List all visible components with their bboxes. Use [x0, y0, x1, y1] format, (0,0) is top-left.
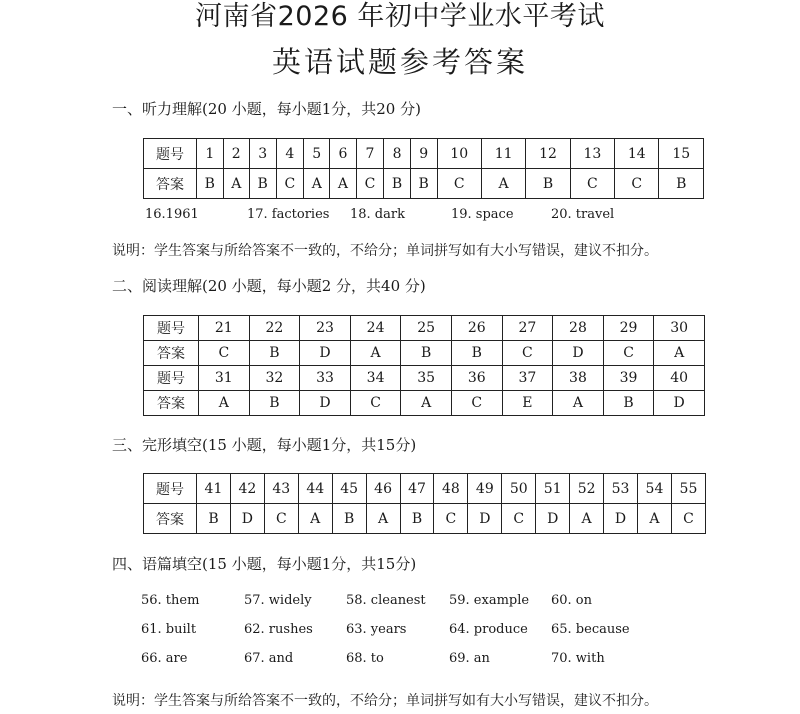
answer-cell: B [603, 391, 654, 416]
answer-cell: A [330, 169, 356, 199]
question-number: 9 [410, 139, 437, 169]
question-number: 44 [298, 474, 332, 504]
answer-cell: B [197, 504, 231, 534]
answer-cell: C [356, 169, 384, 199]
fill-answer: 58. cleanest [346, 593, 426, 608]
question-number: 36 [451, 366, 502, 391]
answer-cell: C [199, 341, 250, 366]
question-number: 34 [350, 366, 401, 391]
question-number: 3 [249, 139, 276, 169]
fill-answer: 57. widely [244, 593, 312, 608]
question-number: 14 [615, 139, 659, 169]
question-number: 30 [654, 316, 705, 341]
answer-cell: C [434, 504, 468, 534]
question-number: 54 [637, 474, 671, 504]
question-number: 33 [300, 366, 351, 391]
answer-cell: B [249, 341, 300, 366]
answer-cell: D [300, 341, 351, 366]
answer-cell: C [603, 341, 654, 366]
fill-answer: 64. produce [449, 622, 528, 637]
row-label: 答案 [144, 504, 197, 534]
fill-answer: 18. dark [350, 207, 405, 222]
question-number: 39 [603, 366, 654, 391]
answer-cell: A [481, 169, 525, 199]
section-heading-passage-fill: 四、语篇填空(15 小题，每小题1分，共15分) [112, 555, 417, 573]
question-number: 1 [197, 139, 224, 169]
answer-cell: C [671, 504, 705, 534]
fill-answer: 66. are [141, 651, 188, 666]
answer-cell: C [437, 169, 481, 199]
question-number: 5 [304, 139, 330, 169]
question-number: 53 [604, 474, 638, 504]
question-number: 8 [384, 139, 411, 169]
question-number: 4 [276, 139, 304, 169]
question-number: 43 [264, 474, 298, 504]
question-number: 26 [451, 316, 502, 341]
fill-answer: 69. an [449, 651, 490, 666]
fill-answer: 67. and [244, 651, 294, 666]
question-number: 6 [330, 139, 356, 169]
row-label: 答案 [144, 169, 197, 199]
answer-cell: C [502, 504, 536, 534]
answer-cell: D [553, 341, 604, 366]
fill-answer: 20. travel [551, 207, 615, 222]
table-row [144, 391, 705, 416]
fill-answer: 70. with [551, 651, 605, 666]
answer-cell: D [230, 504, 264, 534]
fill-answer: 17. factories [247, 207, 330, 222]
answer-cell: C [276, 169, 304, 199]
table-row [144, 504, 706, 534]
answer-cell: B [659, 169, 704, 199]
question-number: 31 [199, 366, 250, 391]
answer-cell: A [654, 341, 705, 366]
row-label: 题号 [144, 139, 197, 169]
question-number: 42 [230, 474, 264, 504]
fill-answer: 16.1961 [145, 207, 199, 222]
question-number: 51 [536, 474, 570, 504]
table-row [144, 316, 705, 341]
answer-cell: A [570, 504, 604, 534]
question-number: 27 [502, 316, 553, 341]
fill-answer: 62. rushes [244, 622, 313, 637]
answer-cell: A [298, 504, 332, 534]
answer-cell: B [526, 169, 570, 199]
answer-cell: D [536, 504, 570, 534]
answer-cell: A [637, 504, 671, 534]
row-label: 题号 [144, 366, 199, 391]
answer-cell: D [654, 391, 705, 416]
table-row [144, 341, 705, 366]
section-heading-listening: 一、听力理解(20 小题，每小题1分，共20 分) [112, 100, 421, 118]
table-row [144, 366, 705, 391]
answer-cell: A [199, 391, 250, 416]
fill-answer: 60. on [551, 593, 593, 608]
answer-cell: B [401, 341, 452, 366]
document-title: 河南省2026 年初中学业水平考试 [195, 1, 605, 32]
question-number: 7 [356, 139, 384, 169]
answer-cell: C [451, 391, 502, 416]
answer-cell: B [400, 504, 434, 534]
question-number: 10 [437, 139, 481, 169]
answer-cell: B [249, 169, 276, 199]
question-number: 32 [249, 366, 300, 391]
row-label: 答案 [144, 391, 199, 416]
table-row [144, 139, 704, 169]
answer-cell: A [304, 169, 330, 199]
question-number: 46 [366, 474, 400, 504]
question-number: 24 [350, 316, 401, 341]
question-number: 15 [659, 139, 704, 169]
question-number: 22 [249, 316, 300, 341]
fill-answer: 56. them [141, 593, 200, 608]
section-heading-reading: 二、阅读理解(20 小题，每小题2 分，共40 分) [112, 277, 426, 295]
answer-cell: A [401, 391, 452, 416]
answer-cell: C [264, 504, 298, 534]
fill-answer: 61. built [141, 622, 197, 637]
question-number: 48 [434, 474, 468, 504]
question-number: 23 [300, 316, 351, 341]
table-row [144, 474, 706, 504]
answer-cell: D [300, 391, 351, 416]
answer-cell: A [366, 504, 400, 534]
grading-note: 说明：学生答案与所给答案不一致的，不给分；单词拼写如有大小写错误，建议不扣分。 [112, 693, 658, 709]
question-number: 28 [553, 316, 604, 341]
answer-cell: C [615, 169, 659, 199]
answer-cell: D [604, 504, 638, 534]
question-number: 37 [502, 366, 553, 391]
answer-cell: A [553, 391, 604, 416]
question-number: 41 [197, 474, 231, 504]
question-number: 11 [481, 139, 525, 169]
answer-cell: B [332, 504, 366, 534]
fill-answer: 68. to [346, 651, 384, 666]
answer-cell: B [197, 169, 224, 199]
fill-answer: 19. space [451, 207, 514, 222]
answer-cell: B [451, 341, 502, 366]
question-number: 25 [401, 316, 452, 341]
answer-cell: A [350, 341, 401, 366]
answer-cell: B [384, 169, 411, 199]
reading-answer-table [143, 315, 705, 416]
question-number: 52 [570, 474, 604, 504]
question-number: 40 [654, 366, 705, 391]
answer-cell: D [468, 504, 502, 534]
answer-cell: C [502, 341, 553, 366]
fill-answer: 63. years [346, 622, 407, 637]
table-row [144, 169, 704, 199]
listening-answer-table [143, 138, 704, 199]
question-number: 45 [332, 474, 366, 504]
section-heading-cloze: 三、完形填空(15 小题，每小题1分，共15分) [112, 436, 417, 454]
cloze-answer-table [143, 473, 706, 534]
question-number: 38 [553, 366, 604, 391]
grading-note: 说明：学生答案与所给答案不一致的，不给分；单词拼写如有大小写错误，建议不扣分。 [112, 243, 658, 259]
row-label: 答案 [144, 341, 199, 366]
answer-cell: E [502, 391, 553, 416]
question-number: 13 [570, 139, 614, 169]
question-number: 12 [526, 139, 570, 169]
answer-cell: A [223, 169, 249, 199]
fill-answer: 65. because [551, 622, 630, 637]
answer-cell: C [570, 169, 614, 199]
row-label: 题号 [144, 474, 197, 504]
question-number: 21 [199, 316, 250, 341]
question-number: 49 [468, 474, 502, 504]
question-number: 35 [401, 366, 452, 391]
question-number: 29 [603, 316, 654, 341]
answer-cell: B [249, 391, 300, 416]
row-label: 题号 [144, 316, 199, 341]
question-number: 55 [671, 474, 705, 504]
fill-answer: 59. example [449, 593, 530, 608]
question-number: 47 [400, 474, 434, 504]
question-number: 50 [502, 474, 536, 504]
question-number: 2 [223, 139, 249, 169]
answer-cell: C [350, 391, 401, 416]
answer-cell: B [410, 169, 437, 199]
document-subtitle: 英语试题参考答案 [271, 45, 528, 79]
